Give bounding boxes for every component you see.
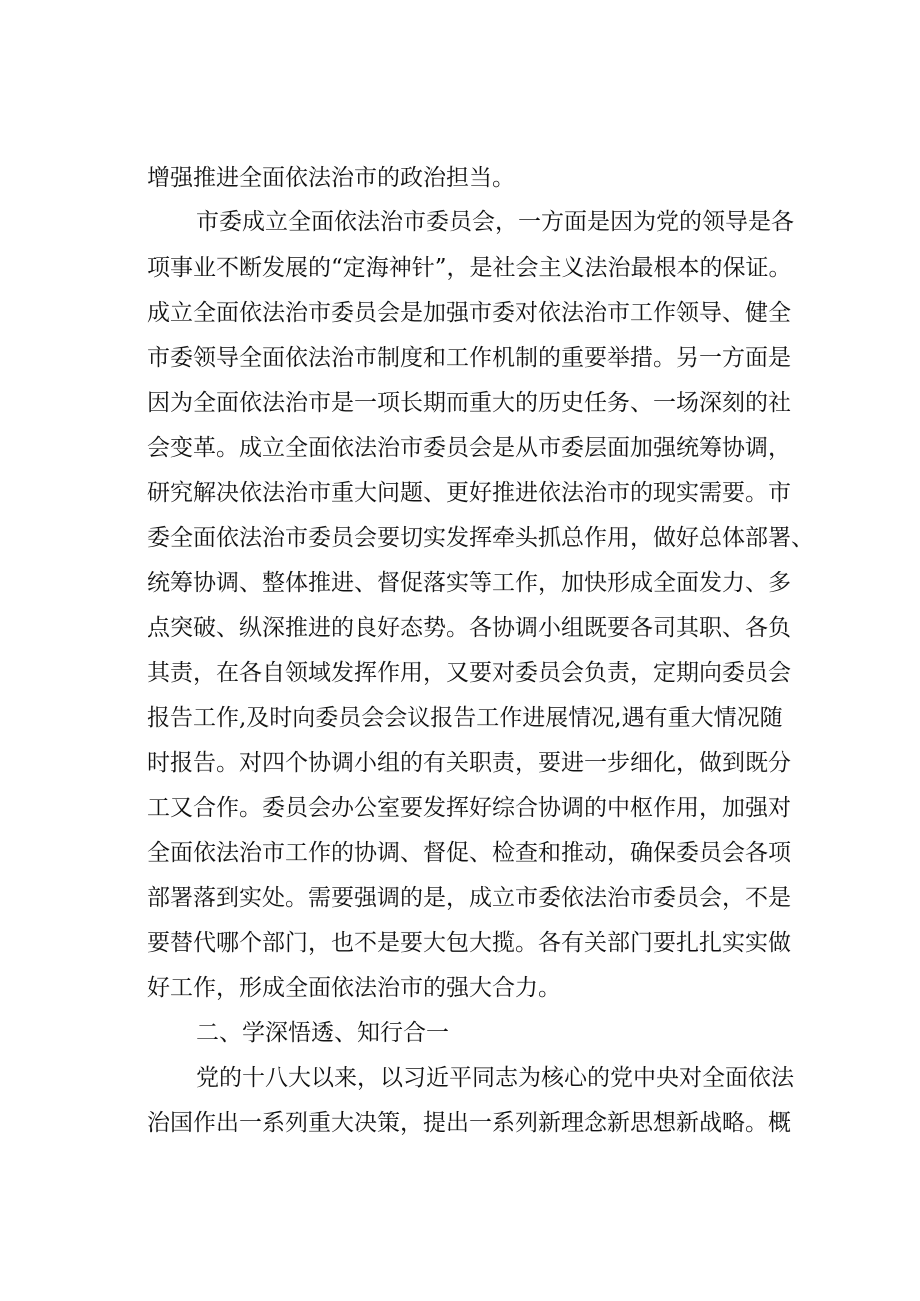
text-line: 会变革。成立全面依法治市委员会是从市委层面加强统筹协调， xyxy=(147,435,791,461)
text-line: 好工作，形成全面依法治市的强大合力。 xyxy=(147,975,561,1001)
text-line: 工又合作。委员会办公室要发挥好综合协调的中枢作用，加强对 xyxy=(147,795,791,821)
text-line: 研究解决依法治市重大问题、更好推进依法治市的现实需要。市 xyxy=(147,480,791,506)
text-line: 项事业不断发展的“定海神针”，是社会主义法治最根本的保证。 xyxy=(147,255,792,281)
text-line: 增强推进全面依法治市的政治担当。 xyxy=(147,165,515,191)
text-line: 市委领导全面依法治市制度和工作机制的重要举措。另一方面是 xyxy=(147,345,791,371)
text-line: 时报告。对四个协调小组的有关职责，要进一步细化，做到既分 xyxy=(147,750,791,776)
text-line: 因为全面依法治市是一项长期而重大的历史任务、一场深刻的社 xyxy=(147,390,791,416)
paragraph-start-line: 党的十八大以来，以习近平同志为核心的党中央对全面依法 xyxy=(196,1065,794,1091)
paragraph-start-line: 市委成立全面依法治市委员会，一方面是因为党的领导是各 xyxy=(196,209,794,235)
text-line: 委全面依法治市委员会要切实发挥牵头抓总作用，做好总体部署、 xyxy=(147,525,814,551)
text-line: 点突破、纵深推进的良好态势。各协调小组既要各司其职、各负 xyxy=(147,615,791,641)
section-heading: 二、学深悟透、知行合一 xyxy=(196,1020,449,1046)
text-line: 统筹协调、整体推进、督促落实等工作，加快形成全面发力、多 xyxy=(147,570,791,596)
text-line: 报告工作,及时向委员会会议报告工作进展情况,遇有重大情况随 xyxy=(147,705,783,731)
text-line: 要替代哪个部门，也不是要大包大揽。各有关部门要扎扎实实做 xyxy=(147,930,791,956)
text-line: 全面依法治市工作的协调、督促、检查和推动，确保委员会各项 xyxy=(147,840,791,866)
text-line: 部署落到实处。需要强调的是，成立市委依法治市委员会，不是 xyxy=(147,885,791,911)
text-line: 其责，在各自领域发挥作用，又要对委员会负责，定期向委员会 xyxy=(147,660,791,686)
text-line: 成立全面依法治市委员会是加强市委对依法治市工作领导、健全 xyxy=(147,300,791,326)
text-line: 治国作出一系列重大决策，提出一系列新理念新思想新战略。概 xyxy=(147,1110,791,1136)
